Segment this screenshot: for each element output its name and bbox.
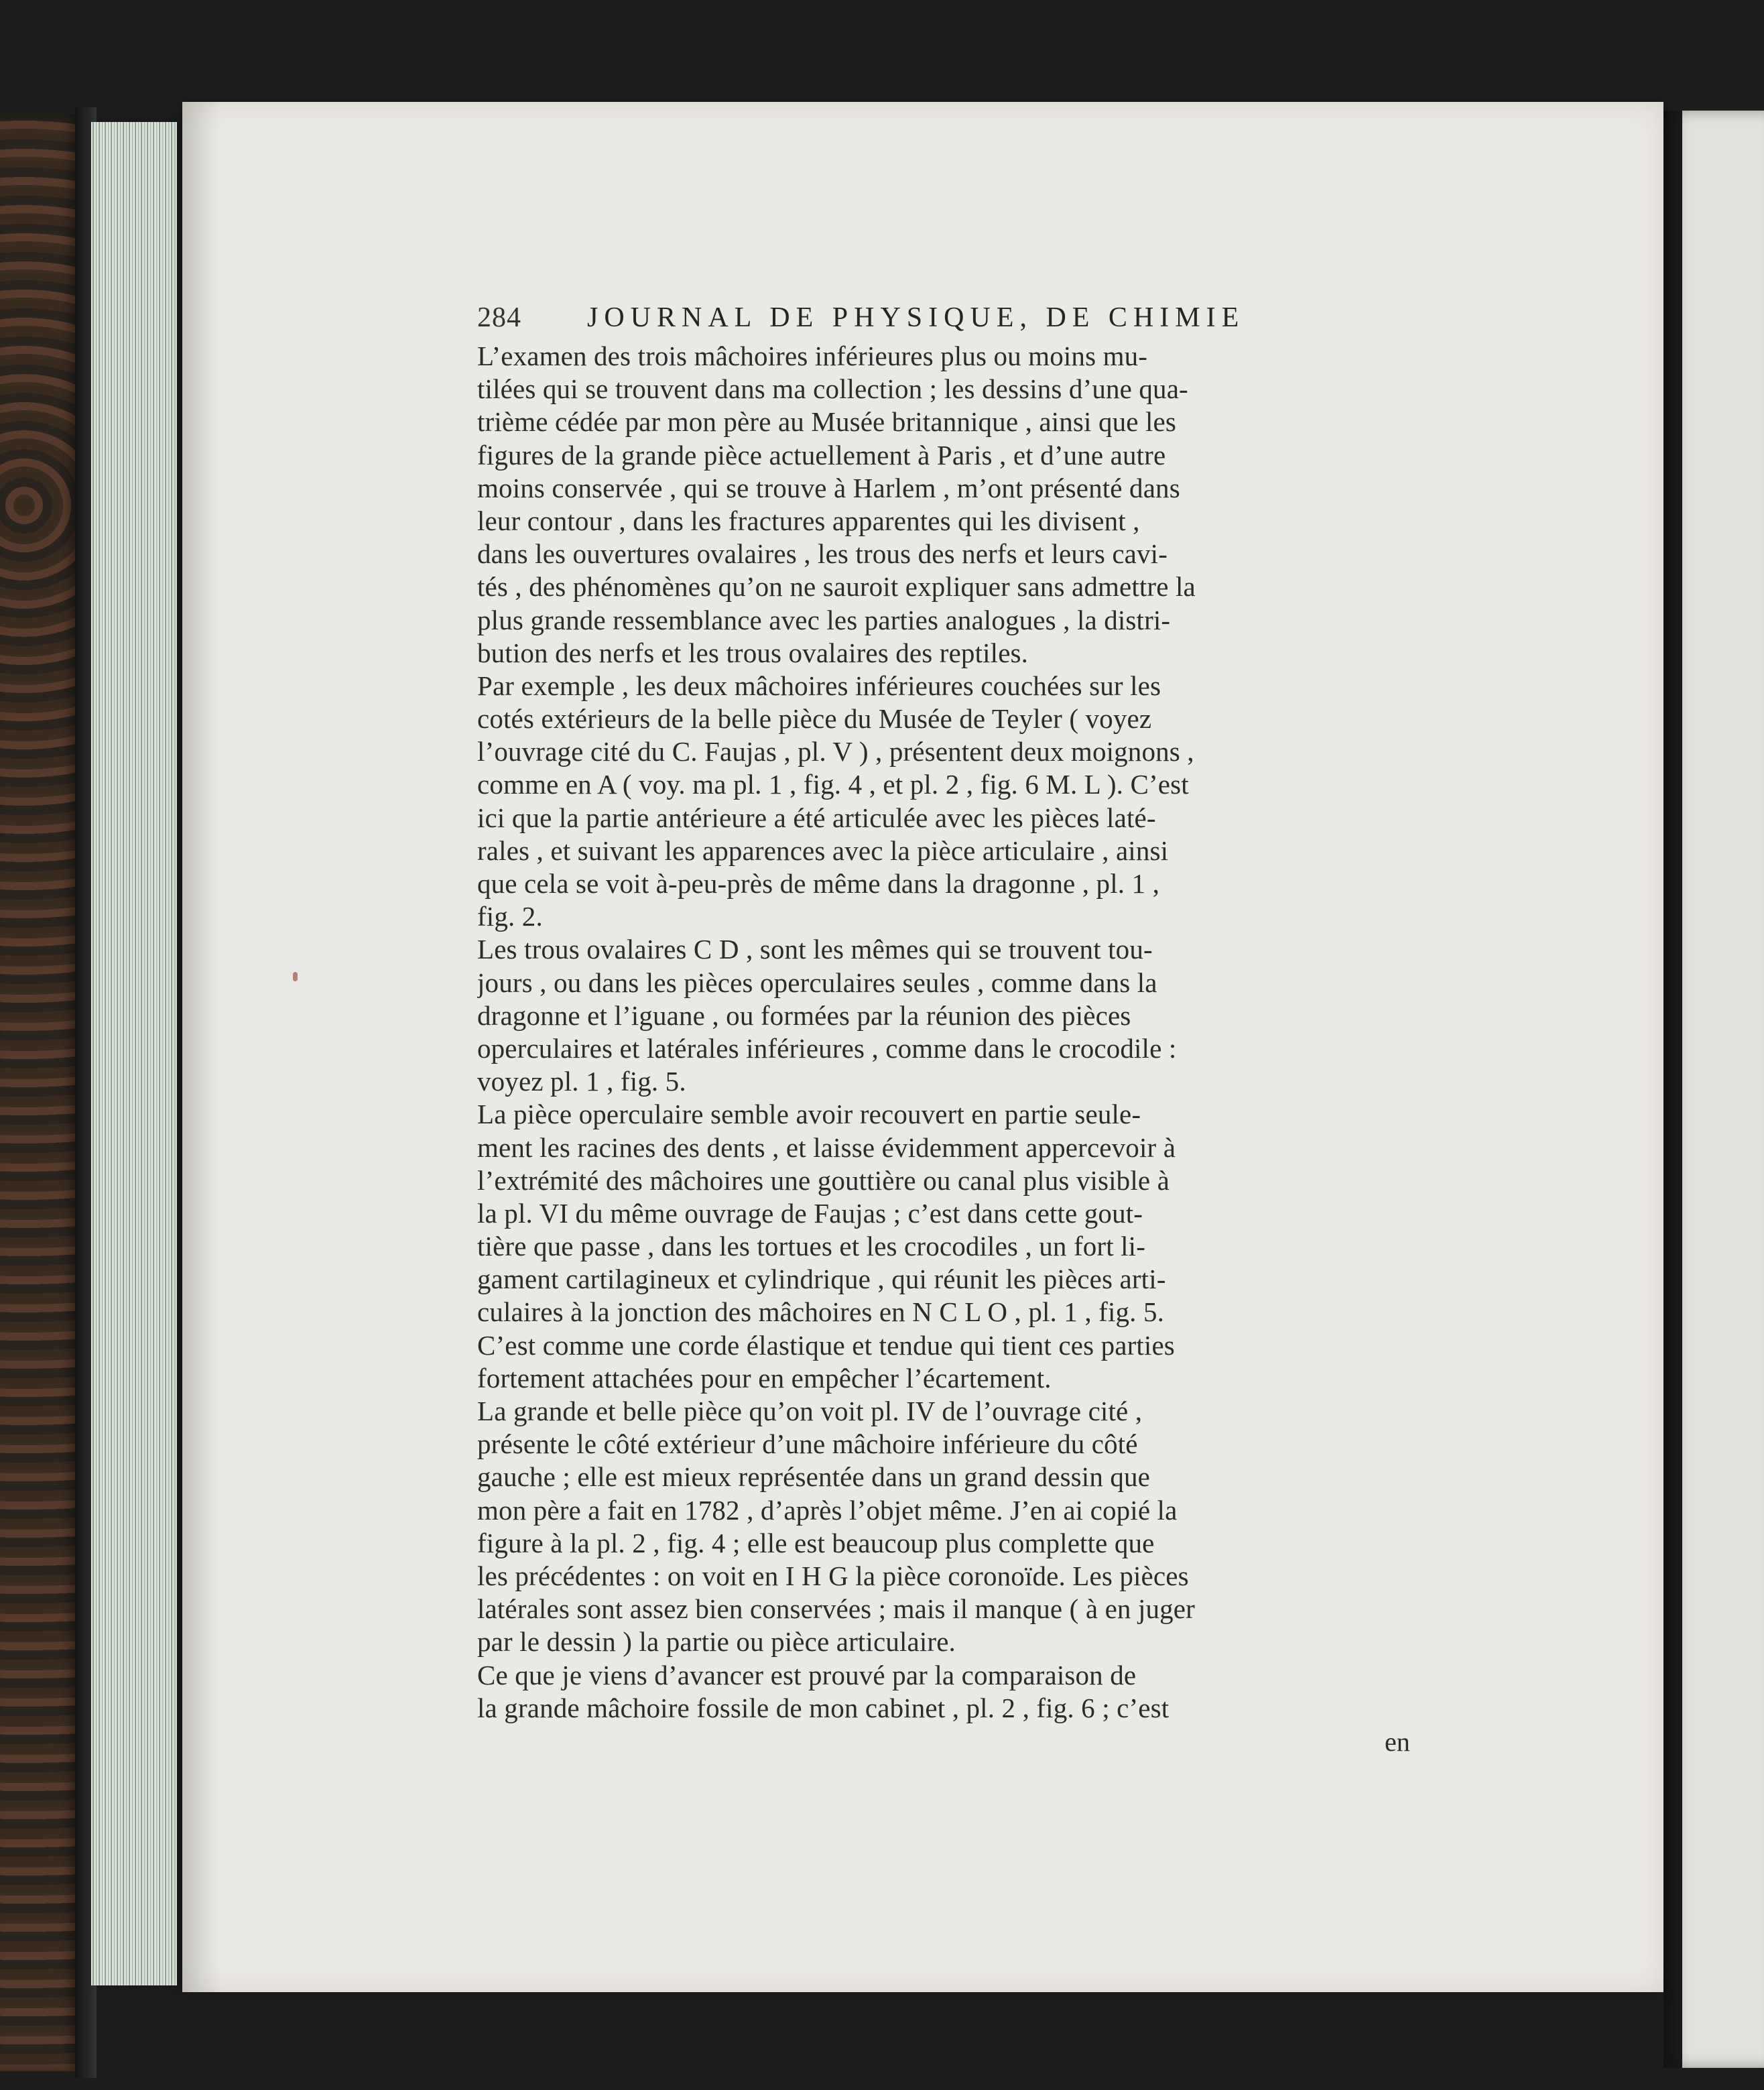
text-line: La grande et belle pièce qu’on voit pl. IV de l’ouvrage cité , (477, 1396, 1143, 1426)
text-line: culaires à la jonction des mâchoires en N C L O , pl. 1 , fig. 5. (477, 1296, 1165, 1328)
text-line: ment les racines des dents , et laisse évidemment appercevoir à (477, 1131, 1176, 1163)
text-line: plus grande ressemblance avec les parties analogues , la distri- (477, 604, 1171, 635)
facing-page-edge (1663, 111, 1764, 2068)
text-line: les précédentes : on voit en I H G la pièce coronoïde. Les pièces (477, 1560, 1189, 1591)
body-text (477, 340, 1424, 1725)
text-line: Par exemple , les deux mâchoires inférieures couchées sur les (477, 670, 1161, 701)
text-line: l’ouvrage cité du C. Faujas , pl. V ) , présentent deux moignons , (477, 736, 1194, 767)
text-line: rales , et suivant les apparences avec la pièce articulaire , ainsi (477, 835, 1169, 866)
text-line: operculaires et latérales inférieures , comme dans le crocodile : (477, 1032, 1177, 1064)
text-line: gauche ; elle est mieux représentée dans un grand dessin que (477, 1461, 1151, 1493)
text-line: dragonne et l’iguane , ou formées par la réunion des pièces (477, 999, 1131, 1031)
text-line: Ce que je viens d’avancer est prouvé par la comparaison de (477, 1659, 1137, 1691)
text-line: C’est comme une corde élastique et tendue qui tient ces parties (477, 1329, 1175, 1361)
text-line: gament cartilagineux et cylindrique , qui réunit les pièces arti- (477, 1264, 1166, 1295)
text-line: jours , ou dans les pièces operculaires seules , comme dans la (477, 967, 1157, 998)
text-line: trième cédée par mon père au Musée britannique , ainsi que les (477, 406, 1177, 438)
page-block-edge (91, 122, 177, 1985)
text-line: voyez pl. 1 , fig. 5. (477, 1066, 686, 1097)
text-line: Les trous ovalaires C D , sont les mêmes qui se trouvent tou- (477, 934, 1153, 965)
catchword: en (1385, 1727, 1410, 1757)
page-number: 284 (477, 302, 521, 333)
text-line: bution des nerfs et les trous ovalaires des reptiles. (477, 637, 1029, 668)
text-line: figure à la pl. 2 , fig. 4 ; elle est beaucoup plus complette que (477, 1527, 1155, 1558)
text-line: L’examen des trois mâchoires inférieures plus ou moins mu- (477, 341, 1148, 371)
text-line: fortement attachées pour en empêcher l’écartement. (477, 1362, 1052, 1394)
text-line: moins conservée , qui se trouve à Harlem , m’ont présenté dans (477, 472, 1180, 503)
text-line: leur contour , dans les fractures apparentes qui les divisent , (477, 505, 1140, 536)
text-line: tés , des phénomènes qu’on ne sauroit expliquer sans admettre la (477, 571, 1196, 603)
text-line: l’extrémité des mâchoires une gouttière ou canal plus visible à (477, 1164, 1170, 1196)
text-line: que cela se voit à-peu-près de même dans la dragonne , pl. 1 , (477, 868, 1159, 899)
text-line: comme en A ( voy. ma pl. 1 , fig. 4 , et pl. 2 , fig. 6 M. L ). C’est (477, 769, 1189, 800)
text-line: tilées qui se trouvent dans ma collection ; les dessins d’une qua- (477, 373, 1188, 405)
text-line: cotés extérieurs de la belle pièce du Musée de Teyler ( voyez (477, 703, 1152, 735)
text-line: latérales sont assez bien conservées ; mais il manque ( à en juger (477, 1593, 1195, 1625)
text-line: fig. 2. (477, 901, 543, 932)
journal-title: JOURNAL DE PHYSIQUE, DE CHIMIE (587, 302, 1245, 333)
marbled-cover (0, 114, 80, 2071)
text-line: figures de la grande pièce actuellement à Paris , et d’une autre (477, 439, 1166, 471)
text-line: ici que la partie antérieure a été articulée avec les pièces laté- (477, 802, 1156, 833)
text-line: dans les ouvertures ovalaires , les trous des nerfs et leurs cavi- (477, 538, 1168, 570)
running-head (477, 302, 1315, 342)
text-line: tière que passe , dans les tortues et les crocodiles , un fort li- (477, 1231, 1146, 1262)
text-line: la pl. VI du même ouvrage de Faujas ; c’est dans cette gout- (477, 1197, 1143, 1229)
text-line: La pièce operculaire semble avoir recouvert en partie seule- (477, 1099, 1141, 1130)
paper-speck (293, 972, 298, 981)
text-line: par le dessin ) la partie ou pièce articulaire. (477, 1626, 956, 1658)
text-line: la grande mâchoire fossile de mon cabinet , pl. 2 , fig. 6 ; c’est (477, 1692, 1170, 1723)
text-line: mon père a fait en 1782 , d’après l’objet même. J’en ai copié la (477, 1494, 1178, 1526)
text-line: présente le côté extérieur d’une mâchoire inférieure du côté (477, 1428, 1138, 1460)
